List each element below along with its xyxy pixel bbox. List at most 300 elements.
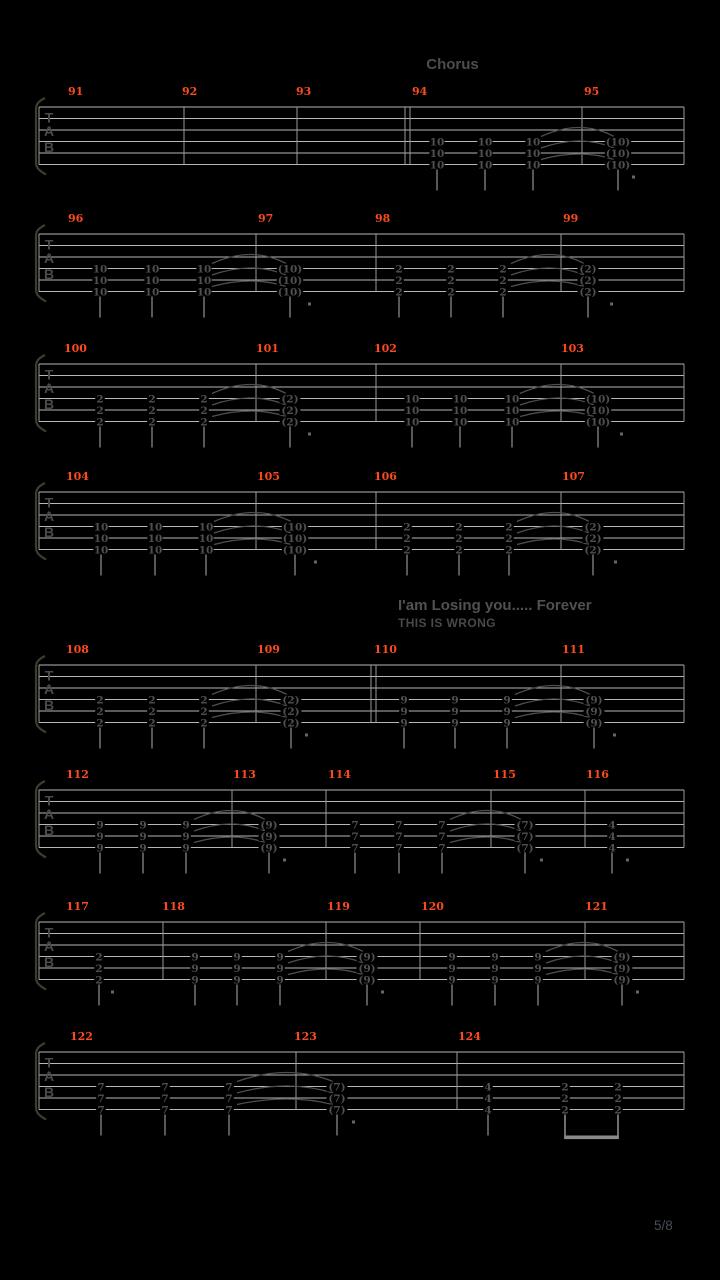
- tie: [212, 699, 287, 706]
- duration-dot: [314, 561, 317, 564]
- duration-dot: [305, 734, 308, 737]
- fret-number: 7: [438, 842, 446, 855]
- fret-number: 7: [97, 1081, 105, 1094]
- fret-number: 2: [499, 286, 507, 299]
- fret-number: 2: [403, 544, 411, 557]
- fret-number: (10): [585, 393, 611, 406]
- tab-clef-letter: T: [44, 1054, 54, 1071]
- measure-number: 99: [563, 212, 579, 225]
- fret-number: 10: [477, 147, 493, 160]
- fret-number: 7: [161, 1081, 169, 1094]
- fret-number: 10: [144, 263, 160, 276]
- fret-number: 2: [403, 521, 411, 534]
- tie: [214, 513, 291, 522]
- fret-number: (2): [579, 274, 597, 287]
- duration-dot: [308, 433, 311, 436]
- fret-number: 2: [614, 1092, 622, 1105]
- duration-dot: [540, 859, 543, 862]
- fret-number: (9): [613, 962, 631, 975]
- fret-number: 2: [447, 286, 455, 299]
- measure-number: 120: [421, 900, 444, 913]
- tab-clef-letter: B: [43, 524, 55, 540]
- fret-number: 2: [561, 1092, 569, 1105]
- fret-number: 9: [451, 705, 459, 718]
- tie: [214, 526, 291, 533]
- tie: [541, 154, 614, 160]
- tie: [212, 281, 286, 287]
- measure-number: 108: [66, 643, 89, 656]
- fret-number: 2: [96, 705, 104, 718]
- fret-number: 4: [484, 1104, 492, 1117]
- tab-clef-letter: B: [43, 954, 55, 970]
- fret-number: 7: [97, 1104, 105, 1117]
- fret-number: 7: [225, 1081, 233, 1094]
- fret-number: 2: [505, 544, 513, 557]
- tab-clef-letter: A: [43, 938, 55, 954]
- fret-number: 10: [92, 263, 108, 276]
- fret-number: 7: [351, 842, 359, 855]
- fret-number: (2): [282, 694, 300, 707]
- tie: [515, 712, 590, 718]
- fret-number: 9: [139, 819, 147, 832]
- fret-number: 2: [614, 1104, 622, 1117]
- tie: [520, 411, 594, 417]
- fret-number: (10): [585, 404, 611, 417]
- fret-number: 7: [161, 1104, 169, 1117]
- fret-number: 2: [403, 532, 411, 545]
- fret-number: (10): [605, 147, 631, 160]
- tie: [515, 699, 590, 706]
- tab-clef-letter: A: [43, 806, 55, 822]
- tie: [450, 824, 521, 831]
- tie: [511, 268, 584, 275]
- fret-number: (2): [584, 532, 602, 545]
- fret-number: (9): [585, 705, 603, 718]
- fret-number: 4: [608, 819, 616, 832]
- fret-number: 2: [96, 694, 104, 707]
- fret-number: (10): [605, 159, 631, 172]
- measure-number: 121: [585, 900, 608, 913]
- fret-number: 9: [276, 962, 284, 975]
- fret-number: 9: [491, 974, 499, 987]
- fret-number: 4: [484, 1092, 492, 1105]
- tie: [517, 539, 589, 545]
- fret-number: (10): [605, 136, 631, 149]
- fret-number: 9: [96, 819, 104, 832]
- fret-number: 9: [448, 962, 456, 975]
- fret-number: 9: [139, 830, 147, 843]
- fret-number: 7: [97, 1092, 105, 1105]
- tie: [212, 255, 286, 264]
- fret-number: 10: [196, 263, 212, 276]
- fret-number: 2: [95, 974, 103, 987]
- fret-number: (2): [579, 286, 597, 299]
- fret-number: 2: [395, 286, 403, 299]
- fret-number: (9): [613, 951, 631, 964]
- fret-number: 10: [452, 416, 468, 429]
- measure-number: 100: [64, 342, 87, 355]
- tab-clef-letter: T: [44, 792, 54, 809]
- duration-dot: [632, 176, 635, 179]
- measure-number: 103: [561, 342, 584, 355]
- tie: [212, 385, 286, 394]
- fret-number: 10: [429, 147, 445, 160]
- duration-dot: [283, 859, 286, 862]
- measure-number: 102: [374, 342, 397, 355]
- fret-number: 10: [196, 274, 212, 287]
- fret-number: 10: [429, 159, 445, 172]
- page-number: 5/8: [654, 1218, 673, 1233]
- fret-number: 7: [438, 819, 446, 832]
- fret-number: 9: [451, 717, 459, 730]
- fret-number: 10: [93, 521, 109, 534]
- tab-clef-letter: B: [43, 822, 55, 838]
- fret-number: 10: [144, 286, 160, 299]
- fret-number: 9: [400, 717, 408, 730]
- fret-number: 7: [395, 830, 403, 843]
- fret-number: 10: [147, 544, 163, 557]
- fret-number: (10): [282, 532, 308, 545]
- tab-clef-letter: B: [43, 1084, 55, 1100]
- fret-number: (10): [585, 416, 611, 429]
- fret-number: 10: [196, 286, 212, 299]
- fret-number: 9: [276, 951, 284, 964]
- fret-number: 7: [351, 830, 359, 843]
- tie: [546, 956, 618, 963]
- fret-number: 2: [447, 274, 455, 287]
- duration-dot: [620, 433, 623, 436]
- fret-number: (2): [584, 544, 602, 557]
- fret-number: (9): [613, 974, 631, 987]
- tab-clef-letter: B: [43, 266, 55, 282]
- fret-number: 7: [225, 1092, 233, 1105]
- fret-number: 10: [452, 404, 468, 417]
- tie: [515, 686, 590, 695]
- measure-number: 98: [375, 212, 391, 225]
- fret-number: 2: [614, 1081, 622, 1094]
- fret-number: 2: [148, 416, 156, 429]
- fret-number: (9): [260, 830, 278, 843]
- fret-number: (10): [282, 521, 308, 534]
- fret-number: 9: [448, 951, 456, 964]
- tie: [450, 811, 521, 820]
- fret-number: 10: [504, 404, 520, 417]
- fret-number: 9: [182, 830, 190, 843]
- fret-number: 10: [525, 159, 541, 172]
- tab-clef-letter: A: [43, 508, 55, 524]
- tab-clef-letter: B: [43, 139, 55, 155]
- measure-number: 101: [256, 342, 279, 355]
- duration-dot: [626, 859, 629, 862]
- tie: [214, 539, 291, 545]
- fret-number: (7): [516, 830, 534, 843]
- duration-dot: [352, 1121, 355, 1124]
- lyric-subtitle: THIS IS WRONG: [398, 616, 496, 630]
- fret-number: 10: [147, 532, 163, 545]
- fret-number: 10: [429, 136, 445, 149]
- fret-number: 9: [233, 974, 241, 987]
- tab-clef-letter: T: [44, 667, 54, 684]
- measure-number: 107: [562, 470, 585, 483]
- fret-number: 2: [561, 1081, 569, 1094]
- fret-number: 2: [505, 532, 513, 545]
- fret-number: 2: [96, 393, 104, 406]
- measure-number: 123: [294, 1030, 317, 1043]
- measure-number: 94: [412, 85, 428, 98]
- measure-number: 114: [328, 768, 351, 781]
- tie: [511, 281, 584, 287]
- fret-number: 9: [96, 830, 104, 843]
- fret-number: 7: [395, 842, 403, 855]
- measure-number: 106: [374, 470, 397, 483]
- fret-number: 9: [503, 717, 511, 730]
- tab-clef-letter: B: [43, 697, 55, 713]
- fret-number: 2: [447, 263, 455, 276]
- measure-number: 109: [257, 643, 280, 656]
- measure-number: 95: [584, 85, 600, 98]
- fret-number: 10: [93, 544, 109, 557]
- fret-number: 9: [191, 951, 199, 964]
- fret-number: 2: [148, 694, 156, 707]
- fret-number: (7): [328, 1104, 346, 1117]
- tab-clef-letter: A: [43, 1068, 55, 1084]
- duration-dot: [610, 303, 613, 306]
- fret-number: 7: [161, 1092, 169, 1105]
- measure-number: 105: [257, 470, 280, 483]
- fret-number: (9): [585, 694, 603, 707]
- fret-number: 10: [525, 147, 541, 160]
- fret-number: 7: [351, 819, 359, 832]
- tie: [517, 513, 589, 522]
- fret-number: (9): [585, 717, 603, 730]
- fret-number: 9: [534, 951, 542, 964]
- fret-number: (7): [328, 1092, 346, 1105]
- fret-number: 10: [147, 521, 163, 534]
- fret-number: (10): [282, 544, 308, 557]
- fret-number: 7: [438, 830, 446, 843]
- fret-number: 2: [561, 1104, 569, 1117]
- measure-number: 124: [458, 1030, 481, 1043]
- fret-number: 9: [534, 974, 542, 987]
- fret-number: 9: [534, 962, 542, 975]
- measure-number: 97: [258, 212, 274, 225]
- fret-number: 9: [491, 951, 499, 964]
- tie: [212, 686, 287, 695]
- tab-clef-letter: B: [43, 396, 55, 412]
- fret-number: (2): [584, 521, 602, 534]
- duration-dot: [381, 991, 384, 994]
- tab-clef-letter: A: [43, 250, 55, 266]
- measure-number: 117: [66, 900, 89, 913]
- fret-number: 9: [276, 974, 284, 987]
- fret-number: 2: [395, 274, 403, 287]
- fret-number: (9): [260, 842, 278, 855]
- fret-number: 2: [200, 404, 208, 417]
- fret-number: 2: [200, 393, 208, 406]
- beam: [564, 1136, 619, 1140]
- fret-number: 2: [148, 393, 156, 406]
- measure-number: 115: [493, 768, 516, 781]
- fret-number: 10: [452, 393, 468, 406]
- fret-number: 7: [225, 1104, 233, 1117]
- fret-number: 2: [200, 694, 208, 707]
- tab-clef-letter: T: [44, 236, 54, 253]
- fret-number: 10: [525, 136, 541, 149]
- fret-number: (9): [358, 974, 376, 987]
- fret-number: 9: [448, 974, 456, 987]
- fret-number: (10): [277, 286, 303, 299]
- fret-number: 10: [92, 286, 108, 299]
- fret-number: 10: [92, 274, 108, 287]
- tie: [541, 128, 614, 137]
- fret-number: 2: [455, 532, 463, 545]
- fret-number: 9: [182, 842, 190, 855]
- fret-number: 9: [182, 819, 190, 832]
- tie: [541, 141, 614, 148]
- tie: [546, 943, 618, 952]
- fret-number: (2): [579, 263, 597, 276]
- duration-dot: [308, 303, 311, 306]
- fret-number: 4: [608, 830, 616, 843]
- fret-number: (9): [260, 819, 278, 832]
- duration-dot: [613, 734, 616, 737]
- fret-number: 2: [455, 521, 463, 534]
- measure-number: 93: [296, 85, 312, 98]
- fret-number: 9: [451, 694, 459, 707]
- chorus-section-label: Chorus: [426, 56, 479, 73]
- tie: [517, 526, 589, 533]
- fret-number: 10: [404, 393, 420, 406]
- duration-dot: [614, 561, 617, 564]
- fret-number: 2: [148, 404, 156, 417]
- fret-number: 9: [191, 974, 199, 987]
- tie: [520, 398, 594, 405]
- fret-number: 10: [404, 416, 420, 429]
- fret-number: 9: [191, 962, 199, 975]
- fret-number: 2: [505, 521, 513, 534]
- fret-number: 9: [96, 842, 104, 855]
- duration-dot: [111, 991, 114, 994]
- fret-number: 10: [144, 274, 160, 287]
- fret-number: 10: [198, 544, 214, 557]
- fret-number: (7): [516, 819, 534, 832]
- fret-number: 2: [499, 274, 507, 287]
- measure-number: 96: [68, 212, 84, 225]
- tie: [511, 255, 584, 264]
- fret-number: 10: [93, 532, 109, 545]
- fret-number: 9: [233, 951, 241, 964]
- measure-number: 119: [327, 900, 350, 913]
- tie: [237, 1073, 333, 1082]
- fret-number: 9: [400, 705, 408, 718]
- fret-number: 2: [95, 962, 103, 975]
- fret-number: (2): [281, 393, 299, 406]
- measure-number: 116: [586, 768, 609, 781]
- fret-number: 2: [200, 717, 208, 730]
- fret-number: (2): [281, 416, 299, 429]
- measure-number: 110: [374, 643, 397, 656]
- tie: [212, 398, 286, 405]
- fret-number: 4: [484, 1081, 492, 1094]
- tie: [450, 837, 521, 843]
- fret-number: 9: [503, 705, 511, 718]
- tie: [520, 385, 594, 394]
- fret-number: 10: [198, 532, 214, 545]
- fret-number: 4: [608, 842, 616, 855]
- tie: [212, 268, 286, 275]
- fret-number: 10: [477, 136, 493, 149]
- tie: [194, 837, 265, 843]
- fret-number: 7: [395, 819, 403, 832]
- fret-number: (2): [282, 717, 300, 730]
- fret-number: 2: [200, 416, 208, 429]
- measure-number: 112: [66, 768, 89, 781]
- fret-number: 2: [395, 263, 403, 276]
- tab-clef-letter: T: [44, 494, 54, 511]
- tab-clef-letter: T: [44, 109, 54, 126]
- fret-number: (7): [516, 842, 534, 855]
- fret-number: 9: [503, 694, 511, 707]
- fret-number: 2: [96, 404, 104, 417]
- fret-number: (9): [358, 962, 376, 975]
- fret-number: 10: [404, 404, 420, 417]
- fret-number: 2: [499, 263, 507, 276]
- measure-number: 111: [562, 643, 585, 656]
- fret-number: (10): [277, 263, 303, 276]
- tie: [212, 712, 287, 718]
- fret-number: 2: [148, 717, 156, 730]
- fret-number: 9: [491, 962, 499, 975]
- measure-number: 91: [68, 85, 84, 98]
- tab-clef-letter: A: [43, 123, 55, 139]
- fret-number: 2: [200, 705, 208, 718]
- tie: [546, 969, 618, 975]
- fret-number: 2: [96, 416, 104, 429]
- measure-number: 113: [233, 768, 256, 781]
- tab-clef-letter: A: [43, 681, 55, 697]
- tie: [237, 1099, 333, 1105]
- fret-number: (7): [328, 1081, 346, 1094]
- lyric-title: I'am Losing you..... Forever: [398, 597, 592, 614]
- tie: [212, 411, 286, 417]
- fret-number: 9: [233, 962, 241, 975]
- fret-number: 10: [504, 393, 520, 406]
- tab-clef-letter: T: [44, 924, 54, 941]
- fret-number: (2): [281, 404, 299, 417]
- duration-dot: [636, 991, 639, 994]
- fret-number: 9: [400, 694, 408, 707]
- tie: [194, 824, 265, 831]
- measure-number: 92: [182, 85, 198, 98]
- fret-number: 2: [96, 717, 104, 730]
- tie: [194, 811, 265, 820]
- fret-number: (9): [358, 951, 376, 964]
- fret-number: 2: [148, 705, 156, 718]
- fret-number: 10: [198, 521, 214, 534]
- fret-number: 2: [455, 544, 463, 557]
- tab-clef-letter: A: [43, 380, 55, 396]
- fret-number: 10: [504, 416, 520, 429]
- measure-number: 118: [162, 900, 185, 913]
- measure-number: 104: [66, 470, 89, 483]
- measure-number: 122: [70, 1030, 93, 1043]
- fret-number: 10: [477, 159, 493, 172]
- tab-clef-letter: T: [44, 366, 54, 383]
- fret-number: (2): [282, 705, 300, 718]
- tie: [237, 1086, 333, 1093]
- fret-number: 2: [95, 951, 103, 964]
- fret-number: 9: [139, 842, 147, 855]
